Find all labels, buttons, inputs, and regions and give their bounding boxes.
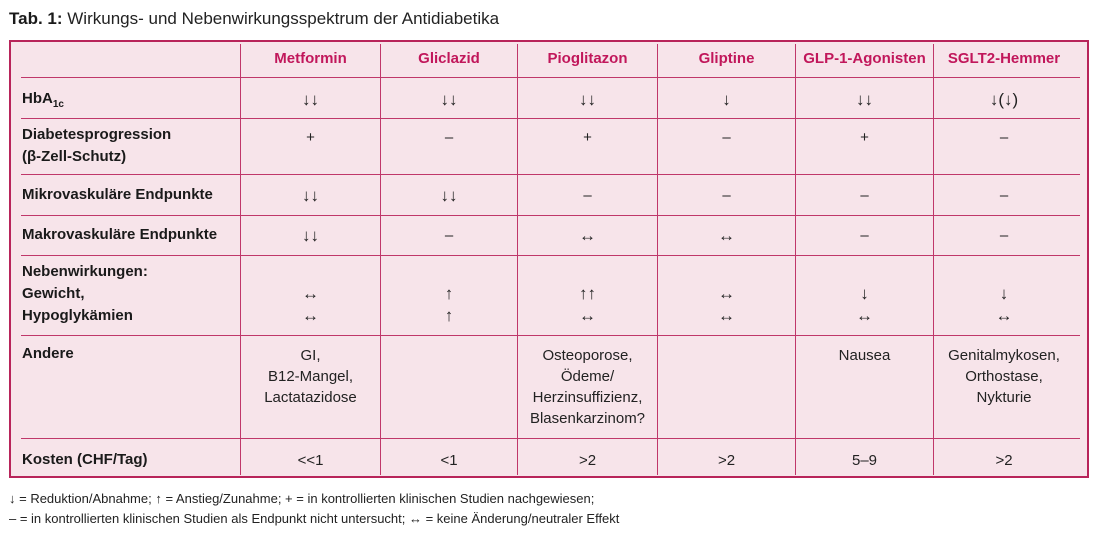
cell-kosten-gliclazid: <1 bbox=[440, 452, 458, 469]
cell-line: Nausea bbox=[838, 347, 891, 364]
cell-hypo-gliptine: ↔ bbox=[718, 306, 735, 325]
row-label-subscript: 1c bbox=[52, 99, 64, 110]
column-header-pioglitazon: Pioglitazon bbox=[547, 50, 628, 67]
cell-mikro-glp1: – bbox=[860, 187, 869, 204]
cell-gewicht-gliclazid: ↑ bbox=[444, 284, 454, 303]
column-header-sglt2: SGLT2-Hemmer bbox=[947, 50, 1061, 67]
row-label-makro: Makrovaskuläre Endpunkte bbox=[22, 226, 218, 243]
cell-makro-glp1: – bbox=[860, 227, 869, 244]
table-title: Wirkungs- und Nebenwirkungsspektrum der Antidiabetika bbox=[67, 9, 500, 28]
cell-makro-sglt2: – bbox=[999, 227, 1009, 244]
cell-mikro-sglt2: – bbox=[999, 187, 1009, 204]
cell-line: Herzinsuffizienz, bbox=[532, 389, 643, 406]
row-label-andere: Andere bbox=[22, 345, 74, 362]
cell-andere-sglt2 bbox=[934, 345, 1074, 408]
cell-mikro-gliclazid: ↓↓ bbox=[440, 186, 458, 205]
row-divider bbox=[21, 438, 1080, 439]
row-label-text: HbA bbox=[22, 90, 53, 107]
cell-hba1c-metformin: ↓↓ bbox=[302, 90, 319, 109]
cell-line: Lactatazidose bbox=[264, 389, 357, 406]
cell-progression-pioglitazon: + bbox=[583, 129, 592, 146]
cell-line: Genitalmykosen, bbox=[948, 347, 1060, 364]
cell-makro-pioglitazon: ↔ bbox=[579, 226, 596, 245]
cell-progression-sglt2: – bbox=[999, 129, 1009, 146]
cell-makro-gliclazid: – bbox=[444, 227, 454, 244]
cell-gewicht-pioglitazon: ↑↑ bbox=[579, 284, 596, 303]
column-header-gliclazid: Gliclazid bbox=[418, 50, 480, 67]
cell-gewicht-sglt2: ↓ bbox=[999, 284, 1009, 303]
cell-hba1c-gliptine: ↓ bbox=[722, 90, 731, 109]
cell-mikro-metformin: ↓↓ bbox=[302, 186, 319, 205]
row-label-line: (β-Zell-Schutz) bbox=[22, 148, 127, 165]
table-caption bbox=[9, 9, 499, 29]
cell-hba1c-glp1: ↓↓ bbox=[856, 90, 873, 109]
cell-line: GI, bbox=[300, 347, 321, 364]
row-divider bbox=[21, 215, 1080, 216]
footnote-line-1: ↓ = Reduktion/Abnahme; ↑ = Anstieg/Zunahme; + = in kontrollierten klinischen Studien nachgewiesen; bbox=[9, 491, 595, 506]
cell-andere-pioglitazon bbox=[518, 345, 657, 429]
cell-progression-glp1: + bbox=[860, 129, 869, 146]
row-label-mikro: Mikrovaskuläre Endpunkte bbox=[22, 186, 213, 203]
footnote-line-2: – = in kontrollierten klinischen Studien als Endpunkt nicht untersucht; ↔ = keine Änderung/neutraler Effekt bbox=[9, 511, 620, 526]
table-number: Tab. 1: bbox=[9, 9, 63, 28]
row-divider bbox=[21, 255, 1080, 256]
row-label-line: Nebenwirkungen: bbox=[22, 263, 148, 280]
cell-mikro-gliptine: – bbox=[722, 187, 731, 204]
cell-kosten-metformin: <<1 bbox=[297, 452, 324, 469]
cell-progression-metformin: + bbox=[306, 129, 315, 146]
row-label-kosten: Kosten (CHF/Tag) bbox=[22, 451, 148, 468]
cell-kosten-glp1: 5–9 bbox=[851, 452, 878, 469]
row-divider bbox=[21, 77, 1080, 78]
cell-hypo-gliclazid: ↑ bbox=[444, 306, 454, 325]
cell-hypo-sglt2: ↔ bbox=[995, 306, 1013, 325]
row-label-progression bbox=[22, 124, 171, 168]
cell-gewicht-gliptine: ↔ bbox=[718, 284, 735, 303]
row-divider bbox=[21, 118, 1080, 119]
row-label-line: Diabetesprogression bbox=[22, 126, 172, 143]
cell-hypo-metformin: ↔ bbox=[302, 306, 319, 325]
column-header-metformin: Metformin bbox=[274, 50, 347, 67]
cell-line: B12-Mangel, bbox=[267, 368, 354, 385]
cell-hypo-glp1: ↔ bbox=[856, 306, 873, 325]
cell-line: Ödeme/ bbox=[560, 368, 615, 385]
cell-line: Osteoporose, bbox=[542, 347, 633, 364]
cell-kosten-pioglitazon: >2 bbox=[578, 452, 597, 469]
cell-hba1c-gliclazid: ↓↓ bbox=[440, 90, 458, 109]
row-label-nebenwirkungen bbox=[22, 261, 148, 327]
cell-line: Orthostase, bbox=[965, 368, 1043, 385]
cell-mikro-pioglitazon: – bbox=[583, 187, 592, 204]
cell-line: Blasenkarzinom? bbox=[529, 410, 646, 427]
row-label-hba1c bbox=[22, 88, 64, 116]
row-label-line: Gewicht, bbox=[22, 285, 85, 302]
cell-kosten-sglt2: >2 bbox=[995, 452, 1013, 469]
column-header-glp1: GLP-1-Agonisten bbox=[803, 50, 926, 67]
row-divider bbox=[21, 335, 1080, 336]
cell-makro-metformin: ↓↓ bbox=[302, 226, 319, 245]
cell-makro-gliptine: ↔ bbox=[718, 226, 735, 245]
cell-kosten-gliptine: >2 bbox=[717, 452, 736, 469]
cell-progression-gliclazid: – bbox=[444, 129, 454, 146]
column-header-gliptine: Gliptine bbox=[698, 50, 755, 67]
row-divider bbox=[21, 174, 1080, 175]
cell-gewicht-glp1: ↓ bbox=[860, 284, 869, 303]
cell-progression-gliptine: – bbox=[722, 129, 731, 146]
cell-andere-glp1 bbox=[796, 345, 933, 366]
cell-line: Nykturie bbox=[976, 389, 1032, 406]
cell-hba1c-pioglitazon: ↓↓ bbox=[579, 90, 596, 109]
cell-andere-metformin bbox=[241, 345, 380, 408]
row-label-line: Hypoglykämien bbox=[22, 307, 133, 324]
cell-gewicht-metformin: ↔ bbox=[302, 284, 319, 303]
cell-hypo-pioglitazon: ↔ bbox=[579, 306, 596, 325]
cell-hba1c-sglt2: ↓(↓) bbox=[989, 90, 1019, 109]
